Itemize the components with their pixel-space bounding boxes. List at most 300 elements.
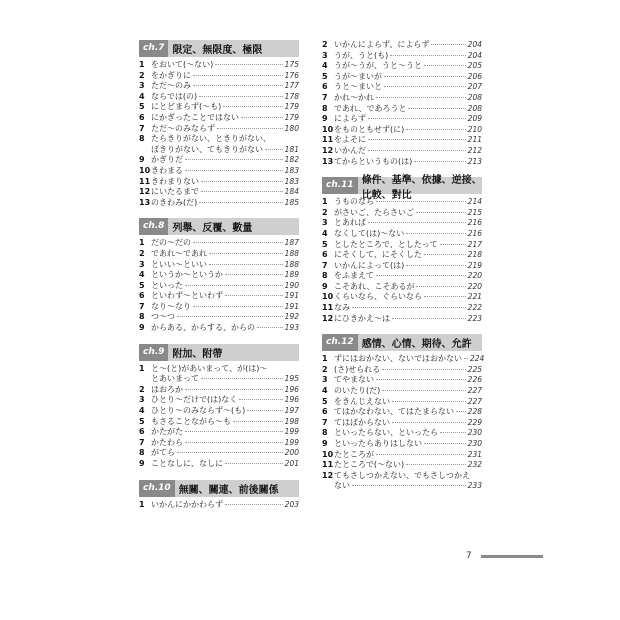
toc-entry[interactable] [139, 249, 299, 260]
entry-text: とあれば [334, 218, 366, 228]
entry-text: としたところで、としたって [334, 239, 438, 249]
entry-page: 199 [284, 427, 299, 437]
entry-page: 185 [284, 197, 299, 207]
toc-entry[interactable] [322, 93, 482, 104]
toc-entry[interactable] [139, 406, 299, 417]
toc-entry[interactable] [322, 303, 482, 314]
toc-entry[interactable] [139, 113, 299, 124]
toc-entry[interactable] [322, 125, 482, 136]
entry-number: 2 [322, 40, 328, 49]
entry-text: によらず [334, 114, 366, 124]
entry-number: 1 [139, 499, 145, 509]
entry-page: 223 [467, 313, 482, 323]
dot-leader [185, 159, 283, 160]
dot-leader [392, 318, 466, 319]
toc-entry[interactable] [139, 155, 299, 166]
toc-entry[interactable] [322, 439, 482, 450]
toc-entry[interactable] [139, 500, 299, 511]
entry-page: 183 [284, 176, 299, 186]
toc-entry[interactable] [322, 460, 482, 471]
toc-entry[interactable] [322, 250, 482, 261]
entry-text: ことなしに、なしに [151, 459, 223, 468]
entry-text: こそあれ、こそあるが [334, 281, 415, 291]
dot-leader [352, 485, 466, 486]
entry-text: なみ [334, 303, 350, 313]
toc-entry[interactable] [322, 471, 482, 492]
toc-section [139, 40, 299, 208]
dot-leader [225, 463, 283, 464]
toc-entry[interactable] [139, 364, 299, 385]
dot-leader [440, 432, 466, 433]
toc-entry[interactable] [322, 261, 482, 272]
dot-leader [390, 55, 465, 56]
dot-leader [209, 264, 283, 265]
dot-leader [424, 254, 466, 255]
toc-entry[interactable] [322, 375, 482, 386]
entry-text: ただ〜のみならず [151, 123, 215, 133]
dot-leader [376, 379, 466, 380]
entry-number: 11 [139, 176, 151, 186]
entry-text: のきわみ(だ) [151, 197, 198, 207]
dot-leader [199, 202, 282, 203]
entry-number: 4 [322, 228, 328, 238]
entry-page: 229 [467, 417, 482, 427]
entry-page: 225 [467, 364, 482, 374]
dot-leader [440, 244, 466, 245]
dot-leader [392, 401, 466, 402]
dot-leader [257, 327, 283, 328]
toc-entry[interactable] [139, 81, 299, 92]
entry-number: 4 [139, 91, 145, 101]
dot-leader [185, 285, 283, 286]
entry-page: 188 [284, 248, 299, 258]
entry-page: 212 [467, 145, 482, 155]
toc-entry[interactable] [139, 438, 299, 449]
dot-leader [209, 253, 283, 254]
entry-text: にいたるまで [151, 187, 199, 197]
dot-leader [185, 431, 283, 432]
entry-page: 184 [284, 187, 299, 197]
entry-number: 6 [322, 407, 328, 417]
chapter-title: 列舉、反覆、數量 [172, 223, 253, 235]
entry-number: 9 [139, 459, 145, 468]
entry-page: 178 [284, 91, 299, 101]
toc-entry[interactable] [139, 92, 299, 103]
entry-text: といったらありはしない [334, 439, 422, 448]
entry-page: 215 [467, 207, 482, 217]
entry-page: 207 [467, 82, 482, 92]
entry-number: 5 [139, 102, 145, 112]
entry-number: 3 [139, 81, 145, 91]
entry-page: 218 [467, 250, 482, 260]
toc-entry[interactable] [322, 229, 482, 240]
entry-page: 233 [467, 481, 482, 491]
entry-text: ない [334, 481, 350, 491]
entry-text: いかんによって(は) [334, 260, 405, 270]
entry-page: 216 [467, 218, 482, 228]
entry-text: かれ〜かれ [334, 92, 374, 102]
entry-number: 3 [322, 50, 328, 60]
dot-leader [376, 201, 466, 202]
toc-entry[interactable] [322, 146, 482, 157]
entry-text: てはかなわない、てはたまらない [334, 407, 454, 417]
toc-entry[interactable] [322, 114, 482, 125]
entry-text: かたがた [151, 427, 183, 437]
entry-text: きわまりない [151, 176, 199, 186]
entry-text: であれ、であろうと [334, 103, 407, 113]
entry-page: 220 [467, 281, 482, 291]
entry-page: 209 [467, 114, 482, 124]
dot-leader [201, 191, 283, 192]
toc-left-column [139, 40, 299, 520]
entry-page: 195 [284, 374, 299, 384]
toc-entry[interactable] [322, 72, 482, 83]
toc-entry[interactable] [139, 238, 299, 249]
entry-number: 6 [322, 82, 328, 92]
dot-leader [376, 275, 466, 276]
dot-leader [368, 118, 466, 119]
entry-text: にかぎったことではない [151, 112, 239, 122]
entry-page: 199 [284, 437, 299, 447]
entry-text: いかんにかかわらず [151, 499, 223, 509]
entry-number: 1 [322, 197, 328, 207]
entry-page: 198 [284, 416, 299, 426]
chapter-title: 限定、無限度、極限 [172, 45, 263, 56]
entry-text: うものなら [334, 197, 374, 207]
toc-entry[interactable] [322, 61, 482, 72]
toc-entry[interactable] [139, 323, 299, 334]
entry-number: 3 [322, 375, 328, 385]
entry-page: 189 [284, 270, 299, 280]
entry-number: 13 [139, 197, 151, 207]
toc-entry[interactable] [322, 218, 482, 229]
entry-number: 9 [322, 281, 328, 291]
entry-page: 214 [467, 197, 482, 207]
toc-entry[interactable] [139, 270, 299, 281]
entry-page: 216 [467, 228, 482, 238]
entry-text: ばきりがない、てもきりがない [151, 144, 263, 154]
dot-leader [185, 442, 283, 443]
chapter-header [322, 334, 482, 351]
dot-leader [431, 44, 465, 45]
entry-text: なくして(は)〜ない [334, 228, 405, 238]
entry-text: うと〜まいと [334, 82, 382, 92]
dot-leader [201, 181, 283, 182]
toc-entry[interactable] [139, 312, 299, 323]
chapter-title: 條件、基準、依據、逆接、比較、對比 [361, 174, 482, 201]
chapter-title: 無關、關連、前後關係 [178, 484, 279, 496]
dot-leader [382, 369, 465, 370]
toc-section [139, 218, 299, 333]
entry-number: 7 [139, 301, 145, 311]
toc-entry[interactable] [322, 40, 482, 51]
toc-entry[interactable] [139, 281, 299, 292]
entry-text: いかんだ [334, 145, 366, 155]
entry-page: 175 [284, 60, 299, 69]
toc-section [322, 174, 482, 324]
dot-leader [215, 64, 282, 65]
entry-page: 177 [284, 81, 299, 91]
entry-page: 217 [467, 239, 482, 249]
entry-text: てもさしつかえない、でもさしつかえ [334, 470, 470, 480]
entry-text: にそくして、にそくした [334, 250, 422, 260]
entry-number: 9 [322, 439, 328, 448]
toc-entry[interactable] [322, 365, 482, 376]
entry-text: うが〜うが、うと〜うと [334, 61, 422, 71]
entry-text: といわず〜といわず [151, 291, 223, 301]
chapter-tag: ch.11 [322, 177, 358, 194]
dot-leader [456, 411, 466, 412]
entry-page: 200 [284, 448, 299, 458]
toc-entry[interactable] [322, 418, 482, 429]
entry-number: 4 [322, 386, 328, 396]
dot-leader [233, 421, 283, 422]
dot-leader [368, 139, 466, 140]
entry-number: 3 [139, 395, 145, 405]
toc-section [322, 40, 482, 167]
entry-page: 192 [284, 312, 299, 322]
dot-leader [376, 454, 466, 455]
entry-number: 3 [139, 259, 145, 269]
entry-number: 12 [139, 187, 151, 197]
entry-text: たところで(〜ない) [334, 460, 405, 470]
dot-leader [193, 242, 283, 243]
entry-number: 3 [322, 218, 328, 228]
dot-leader [185, 170, 283, 171]
entry-page: 196 [284, 395, 299, 405]
toc-right-column [322, 40, 485, 502]
entry-number: 4 [139, 270, 145, 280]
dot-leader [406, 233, 465, 234]
entry-page: 188 [284, 259, 299, 269]
entry-text: きわまる [151, 165, 183, 175]
toc-entry[interactable] [322, 450, 482, 461]
toc-entry[interactable] [139, 417, 299, 428]
entry-number: 4 [322, 61, 328, 71]
entry-number: 11 [322, 135, 334, 145]
toc-entry[interactable] [322, 82, 482, 93]
entry-text: うが、うと(も) [334, 50, 389, 60]
dot-leader [201, 378, 283, 379]
toc-entry[interactable] [322, 354, 485, 365]
entry-text: ならでは(の) [151, 91, 198, 101]
entry-page: 219 [467, 260, 482, 270]
chapter-tag: ch.12 [322, 334, 358, 351]
entry-page: 222 [467, 303, 482, 313]
dot-leader [225, 274, 283, 275]
entry-number: 8 [322, 103, 328, 113]
entry-number: 8 [139, 312, 145, 322]
toc-entry[interactable] [322, 314, 482, 325]
chapter-tag: ch.8 [139, 218, 168, 235]
entry-text: といった [151, 280, 183, 290]
dot-leader [185, 389, 283, 390]
dot-leader [464, 358, 468, 359]
toc-entry[interactable] [139, 177, 299, 188]
entry-number: 1 [322, 354, 328, 364]
dot-leader [416, 286, 465, 287]
toc-entry[interactable] [322, 104, 482, 115]
toc-entry[interactable] [322, 386, 482, 397]
entry-text: ただ〜のみ [151, 81, 191, 91]
dot-leader [392, 422, 466, 423]
toc-entry[interactable] [322, 292, 482, 303]
toc-entry[interactable] [322, 135, 482, 146]
dot-leader [406, 265, 465, 266]
entry-page: 193 [284, 323, 299, 333]
entry-number: 8 [139, 448, 145, 458]
toc-entry[interactable] [139, 60, 299, 71]
toc-entry[interactable] [322, 271, 482, 282]
entry-number: 1 [139, 60, 145, 69]
entry-number: 1 [139, 363, 145, 373]
toc-entry[interactable] [322, 208, 482, 219]
dot-leader [223, 106, 282, 107]
entry-number: 2 [322, 364, 328, 374]
entry-page: 220 [467, 271, 482, 281]
toc-entry[interactable] [139, 124, 299, 135]
entry-page: 179 [284, 102, 299, 112]
dot-leader [424, 443, 466, 444]
toc-entry[interactable] [322, 428, 482, 439]
entry-text: ずにはおかない、ないではおかない [334, 354, 462, 364]
entry-text: をふまえて [334, 271, 374, 281]
entry-number: 9 [322, 114, 328, 124]
entry-page: 210 [467, 124, 482, 134]
dot-leader [416, 212, 466, 213]
entry-text: といったらない、といったら [334, 428, 438, 438]
chapter-tag: ch.7 [139, 40, 168, 57]
entry-page: 190 [284, 280, 299, 290]
entry-number: 5 [139, 416, 145, 426]
entry-text: にひきかえ〜は [334, 313, 390, 323]
entry-page: 204 [467, 50, 482, 60]
toc-section [322, 334, 485, 492]
dot-leader [406, 129, 465, 130]
toc-entry[interactable] [139, 166, 299, 177]
toc-entry[interactable] [139, 395, 299, 406]
entry-page: 206 [467, 71, 482, 81]
entry-text: がさいご、たらさいご [334, 207, 414, 217]
toc-entry[interactable] [139, 459, 299, 470]
toc-entry[interactable] [139, 198, 299, 209]
entry-number: 7 [139, 437, 145, 447]
entry-text: であれ〜であれ [151, 248, 207, 258]
entry-page: 226 [467, 375, 482, 385]
entry-number: 2 [139, 384, 145, 394]
entry-number: 6 [139, 291, 145, 301]
toc-entry[interactable] [322, 282, 482, 293]
entry-number: 10 [139, 165, 151, 175]
toc-entry[interactable] [139, 71, 299, 82]
entry-text: といい〜といい [151, 259, 207, 269]
toc-entry[interactable] [139, 134, 299, 155]
entry-number: 5 [139, 280, 145, 290]
entry-text: かたわら [151, 437, 183, 447]
entry-text: なり〜なり [151, 301, 191, 311]
toc-entry[interactable] [139, 448, 299, 459]
entry-number: 8 [322, 271, 328, 281]
dot-leader [247, 410, 282, 411]
entry-number: 5 [322, 396, 328, 406]
dot-leader [217, 128, 283, 129]
entry-page: 227 [467, 386, 482, 396]
dot-leader [225, 504, 283, 505]
entry-text: てからというもの(は) [334, 156, 413, 166]
entry-number: 11 [322, 460, 334, 470]
toc-entry[interactable] [322, 240, 482, 251]
entry-text: がてら [151, 448, 175, 458]
toc-entry[interactable] [322, 51, 482, 62]
dot-leader [368, 222, 466, 223]
entry-number: 8 [139, 134, 145, 144]
entry-page: 224 [470, 354, 485, 364]
toc-entry[interactable] [139, 302, 299, 313]
chapter-title: 附加、附帶 [172, 348, 223, 360]
entry-number: 9 [139, 155, 145, 165]
entry-text: てはばからない [334, 417, 390, 427]
entry-page: 182 [284, 155, 299, 165]
entry-text: というか〜というか [151, 270, 223, 280]
entry-number: 10 [322, 124, 334, 134]
entry-number: 1 [139, 238, 145, 248]
entry-text: をものともせず(に) [334, 124, 405, 134]
entry-number: 7 [322, 92, 328, 102]
chapter-header [139, 480, 299, 497]
page-number-bar [481, 555, 543, 558]
toc-section [139, 480, 299, 511]
chapter-tag: ch.9 [139, 344, 168, 361]
toc-entry[interactable] [139, 187, 299, 198]
entry-text: (さ)せられる [334, 364, 381, 374]
dot-leader [424, 296, 466, 297]
entry-number: 7 [139, 123, 145, 133]
toc-entry[interactable] [322, 197, 482, 208]
entry-number: 2 [139, 248, 145, 258]
entry-page: 221 [467, 292, 482, 302]
dot-leader [384, 86, 466, 87]
dot-leader [352, 307, 466, 308]
entry-number: 10 [322, 449, 334, 459]
entry-number: 13 [322, 156, 334, 166]
toc-entry[interactable] [139, 291, 299, 302]
toc-entry[interactable] [322, 397, 482, 408]
toc-entry[interactable] [139, 260, 299, 271]
dot-leader [414, 161, 465, 162]
entry-number: 4 [139, 406, 145, 416]
toc-entry[interactable] [139, 385, 299, 396]
dot-leader [382, 390, 465, 391]
entry-page: 191 [284, 301, 299, 311]
entry-number: 6 [139, 427, 145, 437]
dot-leader [241, 117, 283, 118]
entry-text: をかぎりに [151, 70, 191, 80]
entry-number: 7 [322, 417, 328, 427]
entry-text: うが〜まいが [334, 71, 382, 81]
toc-entry[interactable] [322, 407, 482, 418]
toc-entry[interactable] [139, 427, 299, 438]
toc-entry[interactable] [139, 102, 299, 113]
chapter-header [139, 218, 299, 235]
page-number: 7 [466, 551, 472, 561]
entry-page: 179 [284, 112, 299, 122]
dot-leader [225, 295, 283, 296]
entry-text: かぎりだ [151, 155, 183, 165]
entry-number: 6 [322, 250, 328, 260]
entry-page: 213 [467, 156, 482, 166]
toc-entry[interactable] [322, 157, 482, 168]
entry-number: 11 [322, 303, 334, 313]
